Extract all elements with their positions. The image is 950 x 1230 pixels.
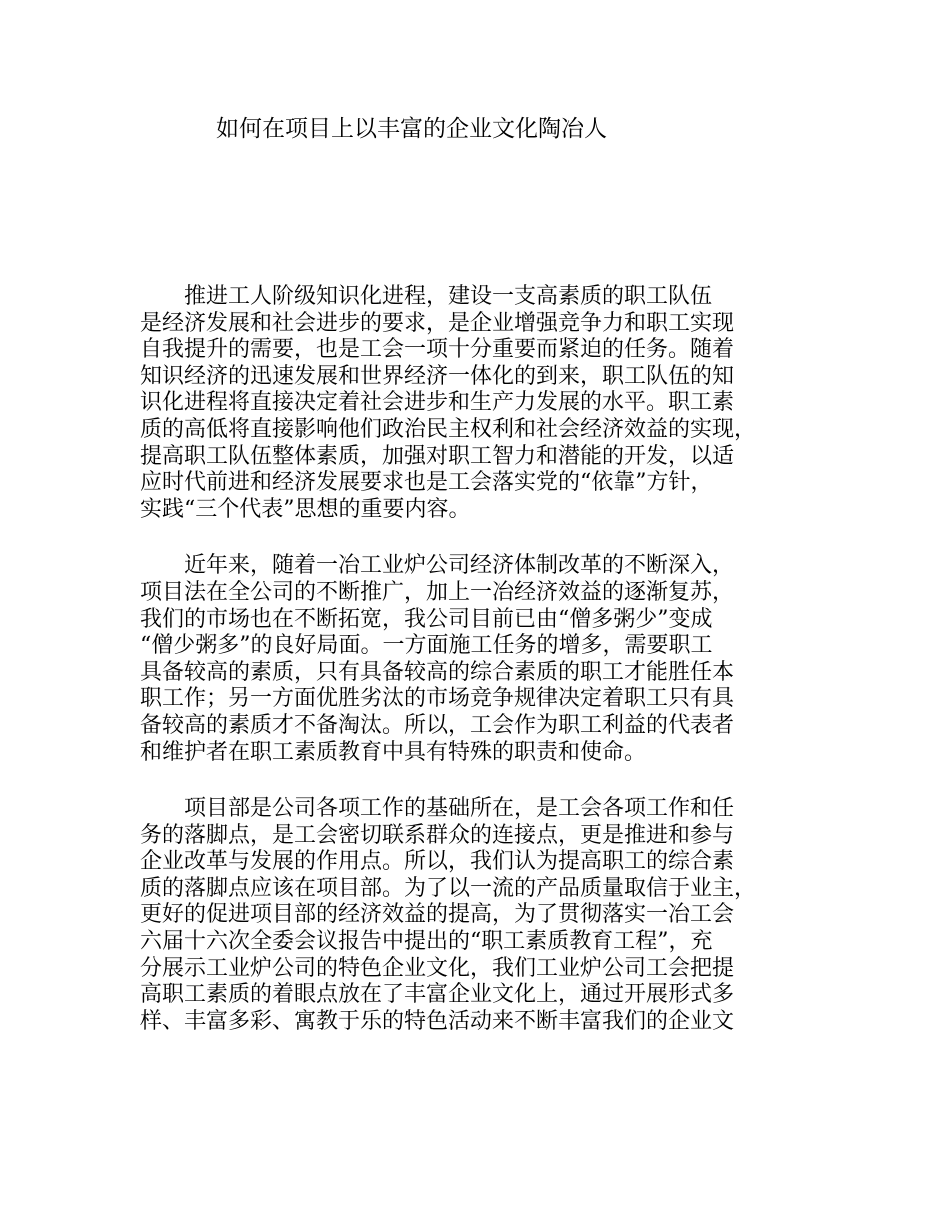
paragraph-line: 项目部是公司各项工作的基础所在，是工会各项工作和任 xyxy=(140,796,735,822)
document-title: 如何在项目上以丰富的企业文化陶冶人 xyxy=(216,116,607,142)
paragraph-line: 分展示工业炉公司的特色企业文化，我们工业炉公司工会把提 xyxy=(140,955,735,981)
paragraph-line: 是经济发展和社会进步的要求，是企业增强竞争力和职工实现 xyxy=(140,310,735,336)
paragraph-line: 企业改革与发展的作用点。所以，我们认为提高职工的综合素 xyxy=(140,849,735,875)
paragraph-line: 实践“三个代表”思想的重要内容。 xyxy=(140,496,471,522)
paragraph-2 xyxy=(140,553,840,766)
paragraph-line: 项目法在全公司的不断推广，加上一冶经济效益的逐渐复苏， xyxy=(140,579,735,605)
paragraph-line: 推进工人阶级知识化进程，建设一支高素质的职工队伍 xyxy=(140,284,713,309)
paragraph-line: 知识经济的迅速发展和世界经济一体化的到来，职工队伍的知 xyxy=(140,363,735,389)
paragraph-line: 提高职工队伍整体素质，加强对职工智力和潜能的开发，以适 xyxy=(140,443,735,469)
paragraph-line: 备较高的素质才不备淘汰。所以，工会作为职工利益的代表者 xyxy=(140,712,735,738)
paragraph-line: 高职工素质的着眼点放在了丰富企业文化上，通过开展形式多 xyxy=(140,982,735,1008)
paragraph-line: 识化进程将直接决定着社会进步和生产力发展的水平。职工素 xyxy=(140,390,735,416)
paragraph-3 xyxy=(140,796,840,1035)
paragraph-line: 样、丰富多彩、寓教于乐的特色活动来不断丰富我们的企业文 xyxy=(140,1008,735,1034)
paragraph-line: 近年来，随着一冶工业炉公司经济体制改革的不断深入， xyxy=(140,553,735,579)
paragraph-line: 更好的促进项目部的经济效益的提高，为了贯彻落实一冶工会 xyxy=(140,902,735,928)
paragraph-line: “僧少粥多”的良好局面。一方面施工任务的增多，需要职工 xyxy=(140,633,713,659)
document-body xyxy=(140,284,840,1065)
paragraph-line: 质的高低将直接影响他们政治民主权利和社会经济效益的实现， xyxy=(140,416,757,442)
paragraph-line: 职工作；另一方面优胜劣汰的市场竞争规律决定着职工只有具 xyxy=(140,686,735,712)
paragraph-line: 应时代前进和经济发展要求也是工会落实党的“依靠”方针， xyxy=(140,470,713,496)
paragraph-line: 和维护者在职工素质教育中具有特殊的职责和使命。 xyxy=(140,739,647,765)
paragraph-line: 具备较高的素质，只有具备较高的综合素质的职工才能胜任本 xyxy=(140,659,735,685)
paragraph-line: 我们的市场也在不断拓宽，我公司目前已由“僧多粥少”变成 xyxy=(140,606,713,632)
paragraph-line: 务的落脚点，是工会密切联系群众的连接点，更是推进和参与 xyxy=(140,822,735,848)
paragraph-1 xyxy=(140,284,840,523)
paragraph-line: 质的落脚点应该在项目部。为了以一流的产品质量取信于业主， xyxy=(140,875,757,901)
paragraph-line: 自我提升的需要，也是工会一项十分重要而紧迫的任务。随着 xyxy=(140,337,735,363)
paragraph-line: 六届十六次全委会议报告中提出的“职工素质教育工程”，充 xyxy=(140,929,713,955)
